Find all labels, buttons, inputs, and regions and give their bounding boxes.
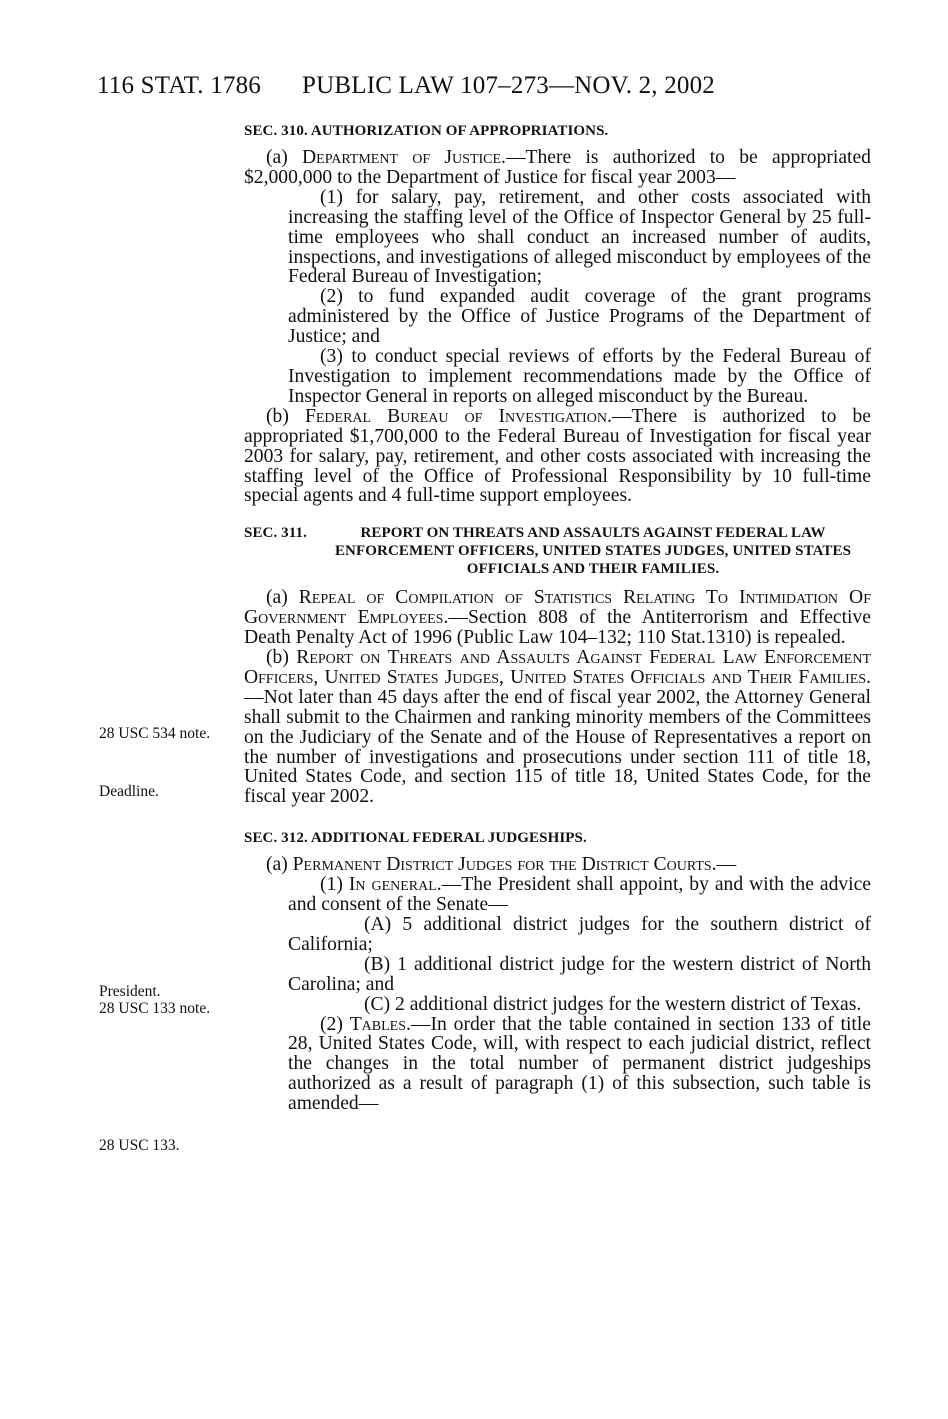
sec311-b-caption: Report on Threats and Assaults Against Federal Law Enforcement Officers, United States Judges, United States Officials and Their Families (244, 647, 871, 688)
sec312-p1-caption: In general (348, 874, 437, 896)
sec310-subsection-a: (a) Department of Justice.—There is authorized to be appropriated $2,000,000 to the Department of Justice for fiscal year 2003— (244, 147, 871, 188)
section-311-title: REPORT ON THREATS AND ASSAULTS AGAINST FEDERAL LAW ENFORCEMENT OFFICERS, UNITED STATES JUDGES, UNITED STATES OFFICIALS AND THEIR FAMILIES. (334, 525, 852, 578)
page-stat-citation: 116 STAT. 1786 (97, 72, 261, 99)
sec312-para-1: (1) In general.—The President shall appoint, by and with the advice and consent of the Senate— (288, 874, 872, 916)
sec311-subsection-b: (b) Report on Threats and Assaults Against Federal Law Enforcement Officers, United States Judges, United States Officials and Their Families.—Not later than 45 days after the end of fiscal year 2002, the Attorney General shall submit to the Chairmen and ranking minority members of the Committees on the Judiciary of the Senate and of the House of Representatives a report on the number of investigations and prosecutions under section 111 of title 18, United States Code, and section 115 of title 18, United States Code, for the fiscal year 2002. (244, 647, 871, 808)
sec312-para-2: (2) Tables.—In order that the table contained in section 133 of title 28, United States Code, will, with respect to each judicial district, reflect the changes in the total number of permanent district judgeships authorized as a result of paragraph (1) of this subsection, such table is amended— (288, 1013, 871, 1115)
sec312-subpara-C: (C) 2 additional district judges for the western district of Texas. (364, 993, 862, 1015)
sec312-subsection-a: (a) Permanent District Judges for the District Courts.— (266, 854, 737, 876)
sec310-para-3: (3) to conduct special reviews of efforts by the Federal Bureau of Investigation to implement recommendations made by the Office of Inspector General in reports on alleged misconduct by the Bureau. (288, 346, 871, 407)
sec312-subpara-B: (B) 1 additional district judge for the western district of North Carolina; and (288, 953, 871, 995)
sec312-a-caption: Permanent District Judges for the District Courts (292, 854, 712, 876)
section-310-heading: SEC. 310. AUTHORIZATION OF APPROPRIATIONS. (244, 123, 609, 139)
sec310-para-2: (2) to fund expanded audit coverage of the grant programs administered by the Office of Justice Programs of the Department of Justice; and (288, 286, 871, 348)
page-running-head: PUBLIC LAW 107–273—NOV. 2, 2002 (302, 72, 716, 99)
sec310-para-1: (1) for salary, pay, retirement, and other costs associated with increasing the staffing level of the Office of Inspector General by 25 full-time employees who shall conduct an increased number of audits, inspections, and investigations of alleged misconduct by employees of the Federal Bureau of Investigation; (288, 186, 871, 288)
document-body (244, 118, 871, 1114)
sec310-subsection-b: (b) Federal Bureau of Investigation.—There is authorized to be appropriated $1,700,000 to the Federal Bureau of Investigation for fiscal year 2003 for salary, pay, retirement, and other costs associated with increasing the staffing level of the Office of Professional Responsibility by 10 full-time special agents and 4 full-time support employees. (244, 405, 872, 507)
sec311-a-caption: Repeal of Compilation of Statistics Relating To Intimidation Of Government Employees (244, 587, 871, 629)
sec310-a-caption: Department of Justice (302, 147, 502, 168)
margin-note-usc-534: 28 USC 534 note. (99, 725, 211, 742)
margin-note-usc-133: 28 USC 133. (99, 1137, 180, 1154)
section-311-number: SEC. 311. (244, 525, 308, 542)
margin-note-usc-133-note: 28 USC 133 note. (99, 1000, 211, 1017)
sec311-subsection-a: (a) Repeal of Compilation of Statistics Relating To Intimidation Of Government Employees.—Section 808 of the Antiterrorism and Effective Death Penalty Act of 1996 (Public Law 104–132; 110 Stat.1310) is repealed. (244, 587, 871, 649)
sec312-p2-caption: Tables (349, 1013, 406, 1035)
sec312-subpara-A: (A) 5 additional district judges for the southern district of California; (288, 914, 871, 955)
section-312-heading: SEC. 312. ADDITIONAL FEDERAL JUDGESHIPS. (244, 830, 587, 847)
margin-note-deadline: Deadline. (99, 783, 159, 800)
margin-note-president: President. (99, 983, 161, 1000)
sec310-b-caption: Federal Bureau of Investigation (304, 405, 607, 427)
section-311-heading (244, 524, 871, 578)
